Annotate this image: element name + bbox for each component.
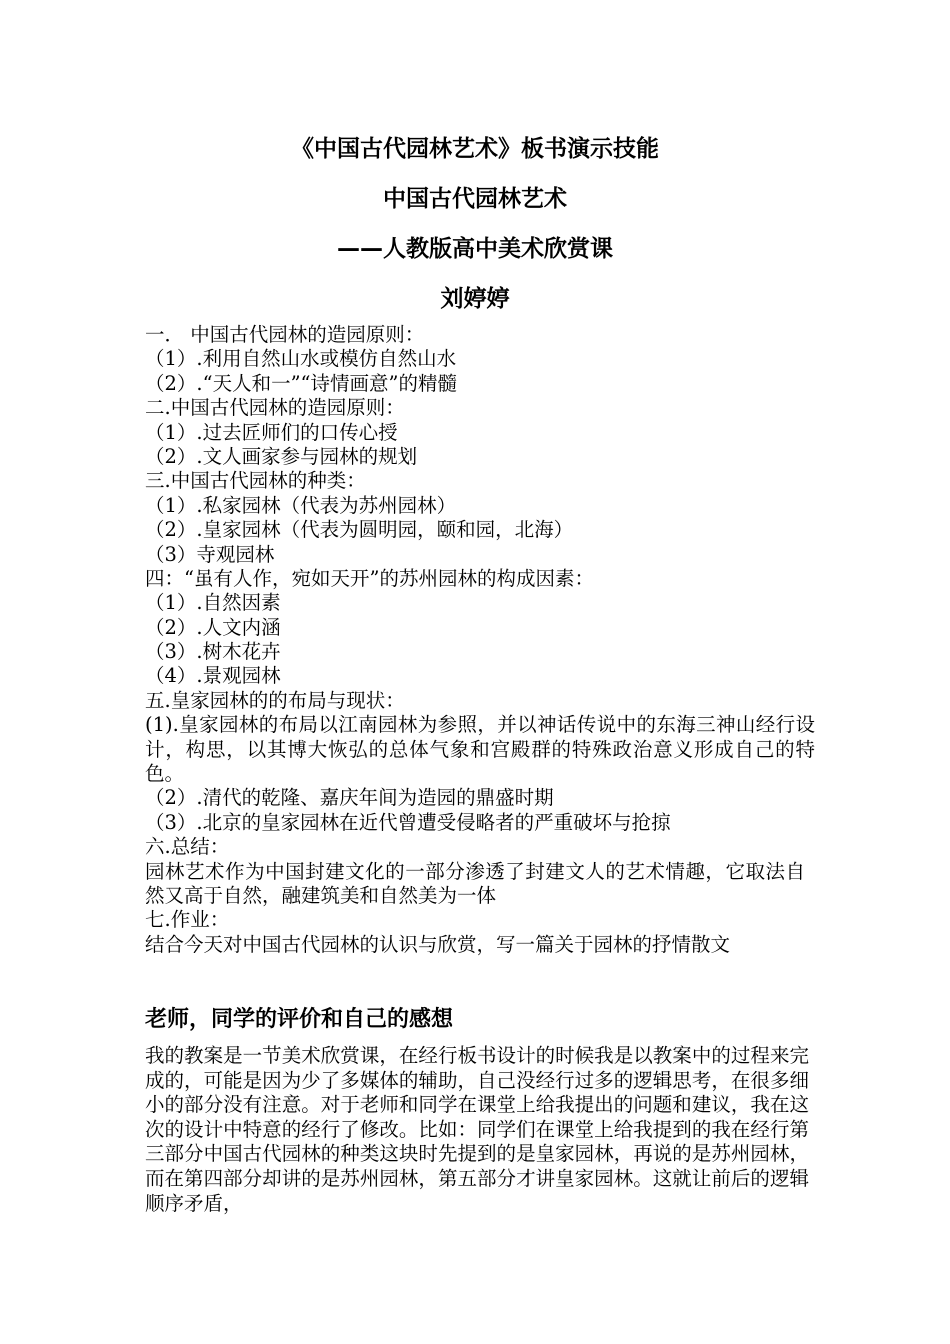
section-3-heading: 三.中国古代园林的种类：: [145, 469, 366, 493]
section-3-item-2: （2）.皇家园林（代表为圆明园，颐和园，北海）: [145, 518, 574, 542]
section-1-heading: 一． 中国古代园林的造园原则：: [145, 323, 425, 346]
section-5-heading: 五.皇家园林的的布局与现状：: [145, 688, 405, 712]
section-4-item-1: （1）.自然因素: [145, 591, 281, 615]
document-title: 《中国古代园林艺术》板书演示技能: [291, 136, 659, 162]
section-5-item-2: （2）.清代的乾隆、嘉庆年间为造园的鼎盛时期: [145, 786, 554, 810]
section-3-item-3: （3）寺观园林: [145, 542, 275, 566]
reflection-paragraph: 我的教案是一节美术欣赏课，在经行板书设计的时候我是以教案中的过程来完成的，可能是因为少了多媒体的辅助，自己没经行过多的逻辑思考，在很多细小的部分没有注意。对于老师和同学在课堂上给我提出的问题和建议，我在这次的设计中特意的经行了修改。比如：同学们在课堂上给我提到的我在经行第三部分中国古代园林的种类这块时先提到的是皇家园林，再说的是苏州园林，而在第四部分却讲的是苏州园林，第五部分才讲皇家园林。这就让前后的逻辑顺序矛盾，: [145, 1044, 809, 1215]
section-2-item-1: （1）.过去匠师们的口传心授: [145, 420, 398, 444]
section-4-item-4: （4）.景观园林: [145, 664, 281, 688]
section-1-item-2: （2）.“天人和一”“诗情画意”的精髓: [145, 371, 457, 395]
section-7-text: 结合今天对中国古代园林的认识与欣赏，写一篇关于园林的抒情散文: [145, 932, 731, 956]
section-2-item-2: （2）.文人画家参与园林的规划: [145, 444, 418, 468]
section-3-item-1: （1）.私家园林（代表为苏州园林）: [145, 493, 457, 517]
section-6-heading: 六.总结：: [145, 835, 230, 859]
section-5-item-1: (1).皇家园林的布局以江南园林为参照，并以神话传说中的东海三神山经行设计，构思，以其博大恢弘的总体气象和宫殿群的特殊政治意义形成自己的特色。: [145, 713, 815, 786]
section-4-heading: 四：“虽有人作，宛如天开”的苏州园林的构成因素：: [145, 566, 594, 590]
section-1-item-1: （1）.利用自然山水或模仿自然山水: [145, 347, 457, 371]
section-4-item-3: （3）.树木花卉: [145, 640, 281, 664]
lesson-outline: [145, 323, 815, 957]
section-7-heading: 七.作业：: [145, 908, 230, 932]
section-6-text: 园林艺术作为中国封建文化的一部分渗透了封建文人的艺术情趣，它取法自然又高于自然，融建筑美和自然美为一体: [145, 859, 805, 908]
section-4-item-2: （2）.人文内涵: [145, 615, 281, 639]
reflection-heading: 老师，同学的评价和自己的感想: [145, 1007, 454, 1032]
section-2-heading: 二.中国古代园林的造园原则：: [145, 396, 405, 420]
author-name: 刘婷婷: [440, 286, 510, 312]
document-subtitle: 中国古代园林艺术: [383, 186, 567, 212]
course-subtitle: ——人教版高中美术欣赏课: [337, 236, 613, 262]
section-5-item-3: （3）.北京的皇家园林在近代曾遭受侵略者的严重破坏与抢掠: [145, 810, 671, 834]
